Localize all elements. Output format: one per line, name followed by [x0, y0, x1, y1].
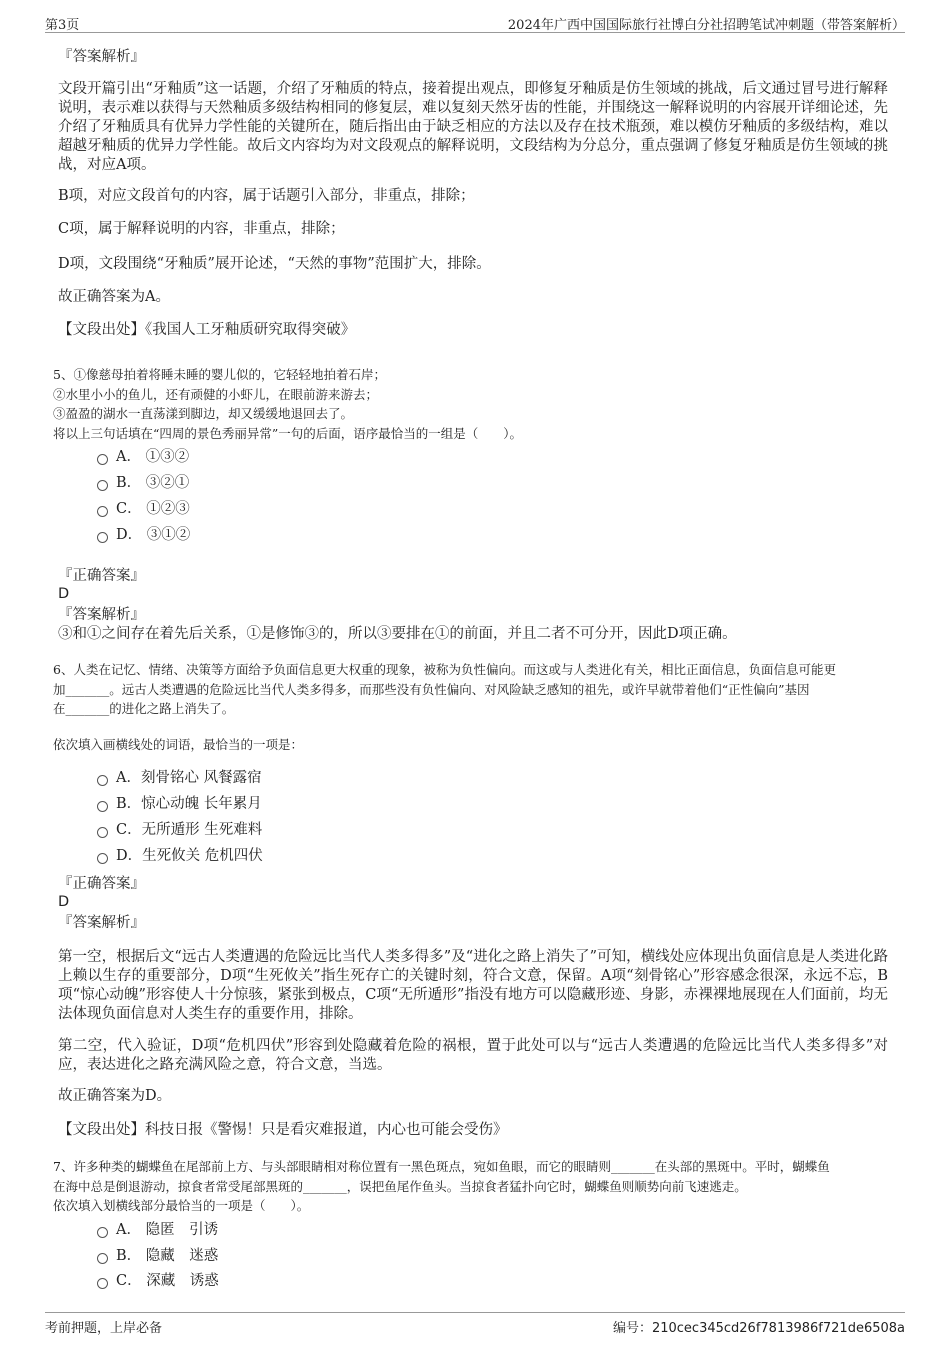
q5-analysis-label: 『答案解析』: [58, 607, 145, 623]
q6-option-c[interactable]: C．无所遁形 生死难料: [97, 820, 262, 840]
q6-prompt: 依次填入画横线处的词语，最恰当的一项是：: [53, 737, 304, 752]
q4-analysis-label: 『答案解析』: [58, 49, 145, 65]
q7-line3: 依次填入划横线部分最恰当的一项是（ ）。: [53, 1198, 310, 1213]
q6-option-a[interactable]: A．刻骨铭心 风餐露宿: [97, 768, 262, 788]
q5-option-a[interactable]: A． ①③②: [97, 447, 189, 467]
radio-icon[interactable]: [97, 506, 108, 517]
q4-analysis-para1: 文段开篇引出“牙釉质”这一话题，介绍了牙釉质的特点，接着提出观点，即修复牙釉质是仿生领域的挑战，后文通过冒号进行解释说明，表示难以获得与天然釉质多级结构相同的修复层，难以复刻天然牙齿的性能，并围绕这一解释说明的内容展开详细论述，先介绍了牙釉质具有优异力学性能的关键所在，随后指出由于缺乏相应的方法以及存在技术瓶颈，难以模仿牙釉质的多级结构，难以超越牙釉质的优异力学性能。故后文内容均为对文段观点的解释说明，文段结构为分总分，重点强调了修复牙釉质是仿生领域的挑战，对应A项。: [58, 81, 888, 173]
page-header: [45, 12, 905, 33]
q7-option-c[interactable]: C． 深藏 诱惑: [97, 1271, 219, 1291]
q5-line4: 将以上三句话填在“四周的景色秀丽异常”一句的后面，语序最恰当的一组是（ ）。: [53, 425, 523, 441]
radio-icon[interactable]: [97, 775, 108, 786]
q4-analysis-para2: B项，对应文段首句的内容，属于话题引入部分，非重点，排除；: [58, 188, 475, 204]
q6-correct-label: 『正确答案』: [58, 876, 145, 892]
q7-option-b[interactable]: B． 隐藏 迷惑: [97, 1246, 218, 1266]
q5-question: [53, 365, 893, 443]
q4-conclusion: 故正确答案为A。: [58, 289, 170, 305]
q6-correct-answer: D: [58, 894, 70, 910]
radio-icon[interactable]: [97, 1227, 108, 1238]
q5-line3: ③盈盈的湖水一直荡漾到脚边，却又缓缓地退回去了。: [53, 406, 354, 421]
radio-icon[interactable]: [97, 1253, 108, 1264]
q6-line1: 6、人类在记忆、情绪、决策等方面给予负面信息更大权重的现象，被称为负性偏向。而这或与人类进化有关，相比正面信息，负面信息可能更: [53, 662, 836, 677]
q4-analysis-para3: C项，属于解释说明的内容，非重点，排除；: [58, 221, 345, 237]
radio-icon[interactable]: [97, 827, 108, 838]
q6-analysis-label: 『答案解析』: [58, 915, 145, 931]
page-number: 第3页: [45, 18, 80, 33]
q7-line2: 在海中总是倒退游动，掠食者常受尾部黑斑的_______，误把鱼尾作鱼头。当掠食者猛扑向它时，蝴蝶鱼则顺势向前飞速逃走。: [53, 1178, 747, 1194]
code-value: 210cec345cd26f7813986f721de6508a: [651, 1321, 905, 1336]
radio-icon[interactable]: [97, 801, 108, 812]
q6-option-d[interactable]: D．生死攸关 危机四伏: [97, 846, 263, 866]
q4-source: 【文段出处】《我国人工牙釉质研究取得突破》: [58, 322, 356, 338]
q5-option-c[interactable]: C． ①②③: [97, 499, 190, 519]
q7-question: [53, 1157, 893, 1216]
page-footer: [45, 1312, 905, 1335]
q6-line3: 在_______的进化之路上消失了。: [53, 701, 235, 716]
q6-option-b[interactable]: B．惊心动魄 长年累月: [97, 794, 262, 814]
radio-icon[interactable]: [97, 1278, 108, 1289]
q5-correct-label: 『正确答案』: [58, 568, 145, 584]
radio-icon[interactable]: [97, 454, 108, 465]
q7-option-a[interactable]: A． 隐匿 引诱: [97, 1220, 218, 1240]
radio-icon[interactable]: [97, 532, 108, 543]
document-title: 2024年广西中国国际旅行社博白分社招聘笔试冲刺题（带答案解析）: [507, 18, 905, 33]
q6-line2: 加_______。远古人类遭遇的危险远比当代人类多得多，而那些没有负性偏向、对风险缺乏感知的祖先，或许早就带着他们“正性偏向”基因: [53, 681, 810, 697]
q5-line1: 5、①像慈母拍着将睡未睡的婴儿似的，它轻轻地拍着石岸；: [53, 367, 386, 382]
q6-conclusion: 故正确答案为D。: [58, 1088, 172, 1104]
radio-icon[interactable]: [97, 853, 108, 864]
q5-analysis: ③和①之间存在着先后关系，①是修饰③的，所以③要排在①的前面，并且二者不可分开，因此D项正确。: [58, 626, 737, 642]
q5-line2: ②水里小小的鱼儿，还有顽健的小虾儿，在眼前游来游去；: [53, 386, 379, 402]
q5-correct-answer: D: [58, 586, 70, 602]
q6-analysis-para1: 第一空，根据后文“远古人类遭遇的危险远比当代人类多得多”及“进化之路上消失了”可知，横线处应体现出负面信息是人类进化路上赖以生存的重要部分，D项“生死攸关”指生死存亡的关键时刻，符合文意，保留。A项“刻骨铭心”形容感念很深，永远不忘，B项“惊心动魄”形容使人十分惊骇，紧张到极点，C项“无所遁形”指没有地方可以隐藏形迹、身影，赤裸裸地展现在人们面前，均无法体现负面信息对人类生存的重要作用，排除。: [58, 949, 888, 1022]
radio-icon[interactable]: [97, 480, 108, 491]
q7-line1: 7、许多种类的蝴蝶鱼在尾部前上方、与头部眼睛相对称位置有一黑色斑点，宛如鱼眼，而它的眼睛则_______在头部的黑斑中。平时，蝴蝶鱼: [53, 1159, 830, 1174]
q5-option-b[interactable]: B． ③②①: [97, 473, 189, 493]
q4-analysis-para4: D项，文段围绕“牙釉质”展开论述，“天然的事物”范围扩大，排除。: [58, 256, 491, 272]
footer-slogan: 考前押题，上岸必备: [45, 1321, 163, 1336]
q6-question: [53, 660, 893, 719]
q5-option-d[interactable]: D． ③①②: [97, 525, 190, 545]
document-code: [613, 1317, 905, 1336]
q6-source: 【文段出处】科技日报《警惕！只是看灾难报道，内心也可能会受伤》: [58, 1122, 508, 1138]
code-label: 编号：: [612, 1321, 652, 1336]
q6-analysis-para2: 第二空，代入验证，D项“危机四伏”形容到处隐藏着危险的祸根，置于此处可以与“远古人类遭遇的危险远比当代人类多得多”对应，表达进化之路充满风险之意，符合文意，当选。: [58, 1038, 888, 1073]
